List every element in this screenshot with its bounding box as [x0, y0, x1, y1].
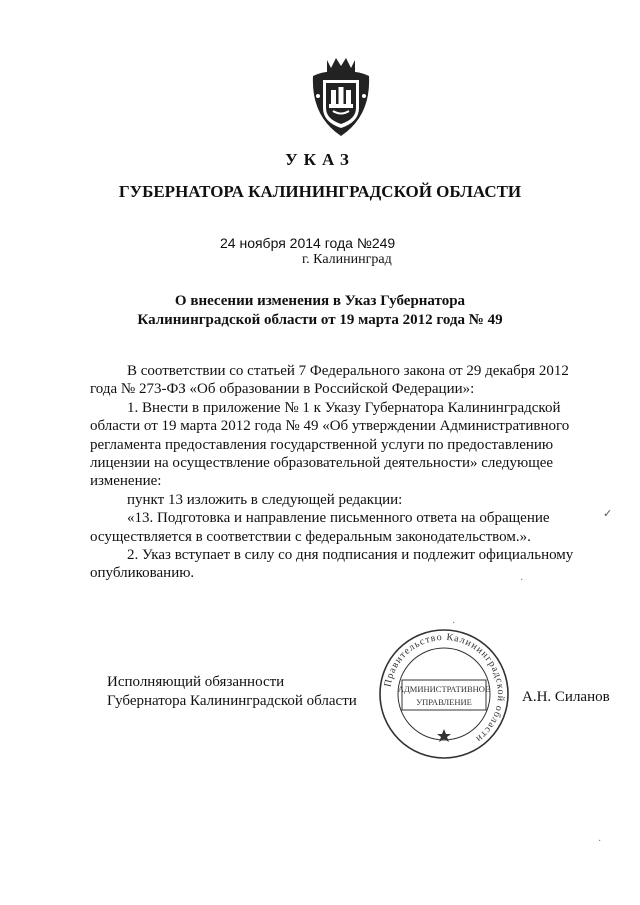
paragraph-line: пункт 13 изложить в следующей редакции: [127, 491, 403, 508]
subject-line-2: Калининградской области от 19 марта 2012 года № 49 [137, 312, 503, 328]
paragraph-line: лицензии на осуществление образовательной деятельности» следующее [90, 455, 554, 472]
paragraph-line: опубликованию. [90, 565, 195, 582]
paragraph-line: года № 273-ФЗ «Об образовании в Российской Федерации»: [90, 381, 475, 398]
position-line-1: Исполняющий обязанности [107, 674, 285, 690]
seal-ring-text: Правительство Калининградской области [382, 631, 507, 745]
paragraph-line: изменение: [90, 473, 162, 490]
paragraph-line: осуществляется в соответствии с федеральным законодательством.». [90, 528, 531, 545]
document-subject [0, 292, 640, 330]
margin-dot: · [598, 836, 602, 847]
issuer-title: ГУБЕРНАТОРА КАЛИНИНГРАДСКОЙ ОБЛАСТИ [118, 182, 522, 201]
city: г. Калининград [302, 252, 392, 267]
paragraph-line: 1. Внести в приложение № 1 к Указу Губернатора Калининградской [127, 399, 561, 416]
paragraph-line: области от 19 марта 2012 года № 49 «Об утверждении Административного [90, 418, 570, 435]
seal-center-line-2: УПРАВЛЕНИЕ [416, 697, 472, 707]
document-body [90, 362, 600, 583]
margin-dot: · [520, 575, 524, 586]
date-and-number: 24 ноября 2014 года №249 [220, 235, 396, 251]
subject-line-1: О внесении изменения в Указ Губернатора [174, 293, 466, 309]
check-mark: ✓ [603, 508, 613, 520]
seal-center-line-1: АДМИНИСТРАТИВНОЕ [397, 684, 491, 694]
paragraph-line: «13. Подготовка и направление письменного ответа на обращение [127, 510, 550, 527]
signatory-name: А.Н. Силанов [522, 689, 610, 705]
signatory-position [107, 673, 357, 711]
paragraph-line: регламента предоставления государственной услуги по предоставлению [90, 436, 554, 453]
position-line-2: Губернатора Калининградской области [107, 693, 357, 709]
official-seal [376, 626, 512, 762]
margin-dot: · [452, 618, 456, 629]
coat-of-arms-icon [309, 56, 373, 138]
document-type: УКАЗ [285, 150, 355, 169]
paragraph-line: 2. Указ вступает в силу со дня подписания и подлежит официальному [127, 547, 574, 564]
paragraph-line: В соответствии со статьей 7 Федерального закона от 29 декабря 2012 [127, 363, 569, 379]
